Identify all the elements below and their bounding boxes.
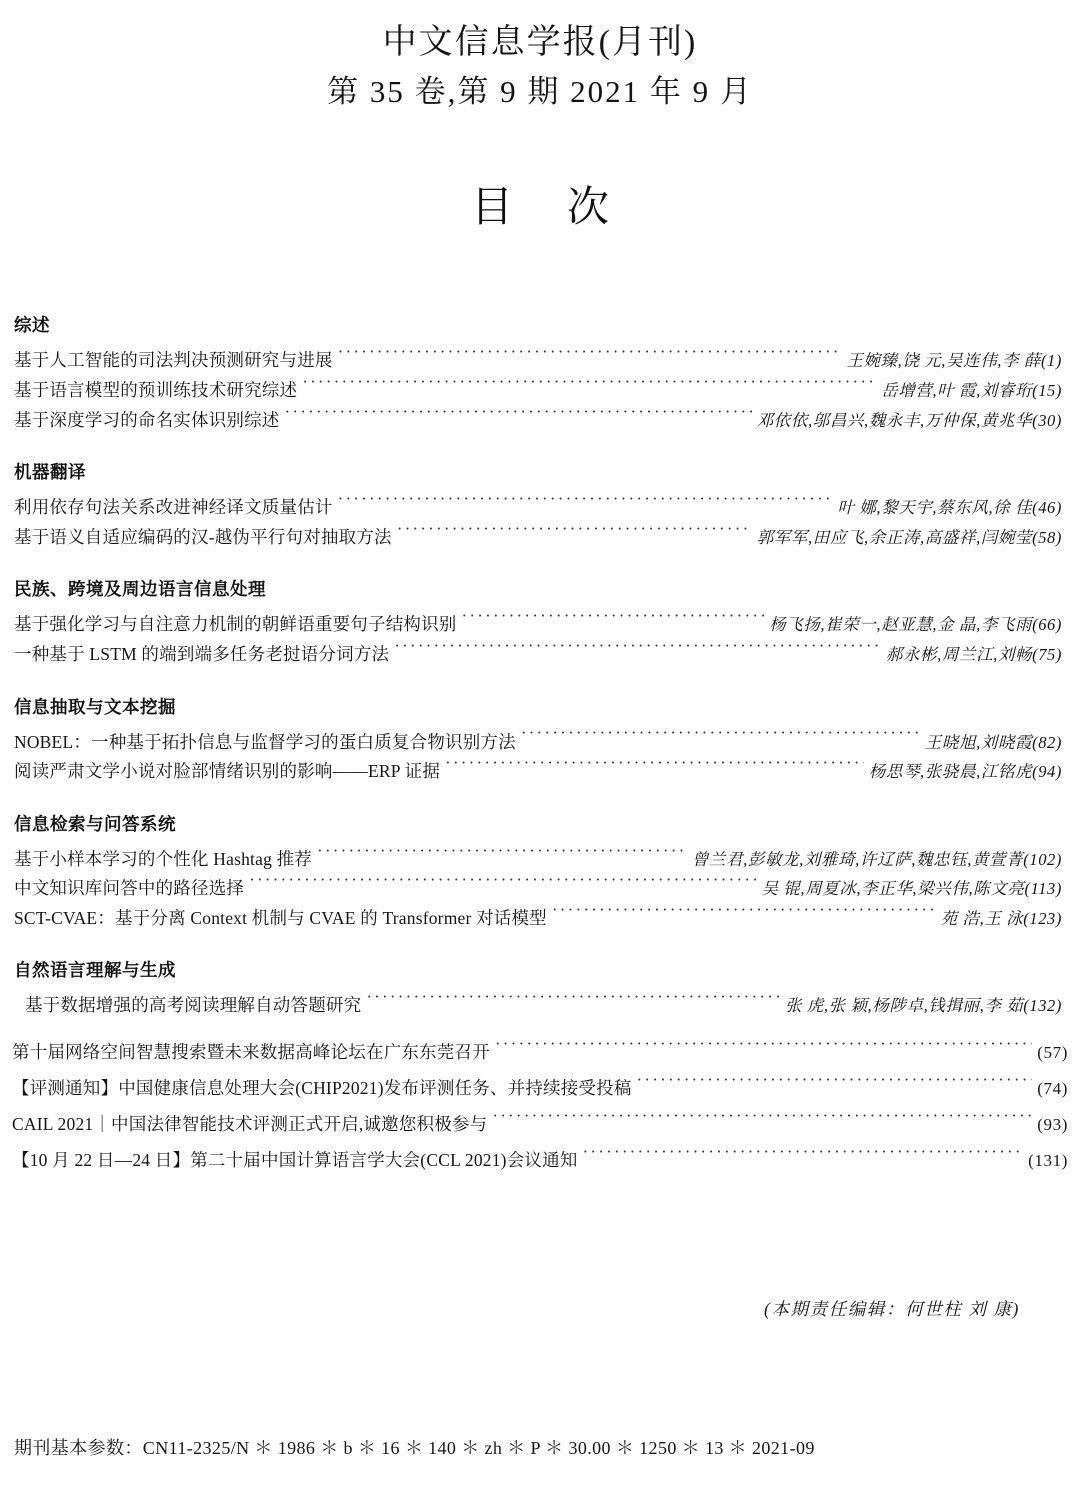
notice-title: 第十届网络空间智慧搜索暨未来数据高峰论坛在广东东莞召开 — [12, 1042, 490, 1063]
toc-entry[interactable] — [14, 377, 1062, 404]
entry-title: 基于小样本学习的个性化 Hashtag 推荐 — [14, 848, 312, 869]
entry-title: 基于数据增强的高考阅读理解自动答题研究 — [25, 995, 362, 1016]
entry-authors-and-page: 苑 浩,王 泳(123) — [940, 908, 1062, 928]
dot-leader — [521, 730, 920, 748]
entry-title: 一种基于 LSTM 的端到端多任务老挝语分词方法 — [14, 643, 390, 664]
entry-title: SCT-CVAE：基于分离 Context 机制与 CVAE 的 Transformer 对话模型 — [14, 907, 547, 928]
dot-leader — [495, 1041, 1032, 1059]
entry-authors-and-page: 张 虎,张 颖,杨陟卓,钱揖丽,李 茹(132) — [784, 996, 1062, 1016]
entry-authors-and-page: 王晓旭,刘晓霞(82) — [924, 732, 1062, 752]
dot-leader — [552, 906, 936, 924]
notice-title: CAIL 2021｜中国法律智能技术评测正式开启,诚邀您积极参与 — [12, 1113, 488, 1134]
entry-title: 阅读严肃文学小说对脸部情绪识别的影响——ERP 证据 — [14, 761, 441, 782]
entry-title: 基于强化学习与自注意力机制的朝鲜语重要句子结构识别 — [14, 614, 457, 635]
masthead — [12, 0, 1068, 112]
entry-title: 利用依存句法关系改进神经译文质量估计 — [14, 497, 333, 518]
toc-heading: 目次 — [470, 185, 663, 232]
toc-entry[interactable] — [14, 875, 1062, 902]
contents-list — [12, 312, 1068, 1019]
issue-line: 第 35 卷,第 9 期 2021 年 9 月 — [327, 73, 753, 109]
notice-entry[interactable] — [12, 1111, 1068, 1138]
section-heading: 信息检索与问答系统 — [14, 813, 176, 834]
dot-leader — [445, 760, 864, 778]
entry-authors-and-page: 邓依依,邬昌兴,魏永丰,万仲保,黄兆华(30) — [756, 410, 1062, 430]
entry-authors-and-page: 杨飞扬,崔荣一,赵亚慧,金 晶,李飞雨(66) — [769, 615, 1062, 635]
dot-leader — [285, 408, 752, 426]
journal-parameters-line: 期刊基本参数：CN11-2325/N ＊ 1986 ＊ b ＊ 16 ＊ 140 ＊ zh ＊ P ＊ 30.00 ＊ 1250 ＊ 13 ＊ 2021-09 — [14, 1438, 815, 1458]
entry-title: 基于语义自适应编码的汉-越伪平行句对抽取方法 — [14, 526, 392, 547]
section-heading: 信息抽取与文本挖掘 — [14, 696, 176, 717]
toc-entry[interactable] — [14, 846, 1062, 873]
notice-title: 【10 月 22 日—24 日】第二十届中国计算语言学大会(CCL 2021)会议通知 — [12, 1149, 578, 1170]
journal-title: 中文信息学报(月刊) — [382, 24, 698, 61]
entry-authors-and-page: 曾兰君,彭敏龙,刘雅琦,许辽萨,魏忠钰,黄萱菁(102) — [691, 849, 1062, 869]
dot-leader — [338, 349, 842, 367]
notice-page-number: (57) — [1037, 1043, 1068, 1063]
notice-title: 【评测通知】中国健康信息处理大会(CHIP2021)发布评测任务、并持续接受投稿 — [12, 1077, 632, 1098]
entry-authors-and-page: 叶 娜,黎天宇,蔡东风,徐 佳(46) — [837, 498, 1062, 518]
dot-leader — [302, 378, 876, 396]
notice-page-number: (74) — [1037, 1078, 1068, 1098]
entry-authors-and-page: 吴 锟,周夏冰,李正华,梁兴伟,陈文亮(113) — [761, 879, 1062, 899]
toc-entry[interactable] — [14, 524, 1062, 551]
toc-entry[interactable] — [14, 494, 1062, 521]
toc-entry[interactable] — [14, 407, 1062, 434]
dot-leader — [462, 613, 765, 631]
entry-title: 基于语言模型的预训练技术研究综述 — [14, 379, 298, 400]
notice-entry[interactable] — [12, 1147, 1068, 1174]
dot-leader — [637, 1076, 1033, 1094]
entry-title: 基于深度学习的命名实体识别综述 — [14, 409, 280, 430]
notice-entry[interactable] — [12, 1039, 1068, 1066]
entry-title: 基于人工智能的司法判决预测研究与进展 — [14, 350, 333, 371]
responsible-editor-line: (本期责任编辑：何世柱 刘 康) — [763, 1299, 1020, 1319]
dot-leader — [317, 847, 687, 865]
entry-title: 中文知识库问答中的路径选择 — [14, 878, 245, 899]
notice-page-number: (131) — [1028, 1150, 1068, 1170]
toc-entry[interactable] — [14, 905, 1062, 932]
dot-leader — [394, 642, 881, 660]
toc-entry[interactable] — [14, 611, 1062, 638]
notices-list — [12, 1039, 1068, 1173]
toc-entry[interactable] — [14, 347, 1062, 374]
entry-authors-and-page: 郝永彬,周兰江,刘畅(75) — [885, 644, 1062, 664]
notice-page-number: (93) — [1037, 1114, 1068, 1134]
entry-authors-and-page: 杨思琴,张骁晨,江铭虎(94) — [868, 762, 1062, 782]
toc-entry[interactable] — [14, 758, 1062, 785]
section-heading: 综述 — [14, 315, 50, 336]
entry-authors-and-page: 岳增营,叶 霞,刘睿珩(15) — [881, 380, 1062, 400]
toc-entry[interactable] — [14, 729, 1062, 756]
dot-leader — [366, 994, 780, 1012]
entry-authors-and-page: 王婉臻,饶 元,吴连伟,李 薛(1) — [846, 351, 1062, 371]
toc-entry[interactable] — [14, 641, 1062, 668]
entry-authors-and-page: 郭军军,田应飞,余正涛,高盛祥,闫婉莹(58) — [756, 527, 1062, 547]
dot-leader — [583, 1148, 1024, 1166]
section-heading: 民族、跨境及周边语言信息处理 — [14, 579, 266, 600]
entry-title: NOBEL：一种基于拓扑信息与监督学习的蛋白质复合物识别方法 — [14, 731, 516, 752]
dot-leader — [492, 1112, 1032, 1130]
section-heading: 机器翻译 — [14, 462, 86, 483]
dot-leader — [397, 525, 752, 543]
notice-entry[interactable] — [12, 1075, 1068, 1102]
dot-leader — [249, 877, 756, 895]
toc-entry[interactable] — [14, 992, 1062, 1019]
dot-leader — [338, 496, 833, 514]
section-heading: 自然语言理解与生成 — [14, 960, 176, 981]
